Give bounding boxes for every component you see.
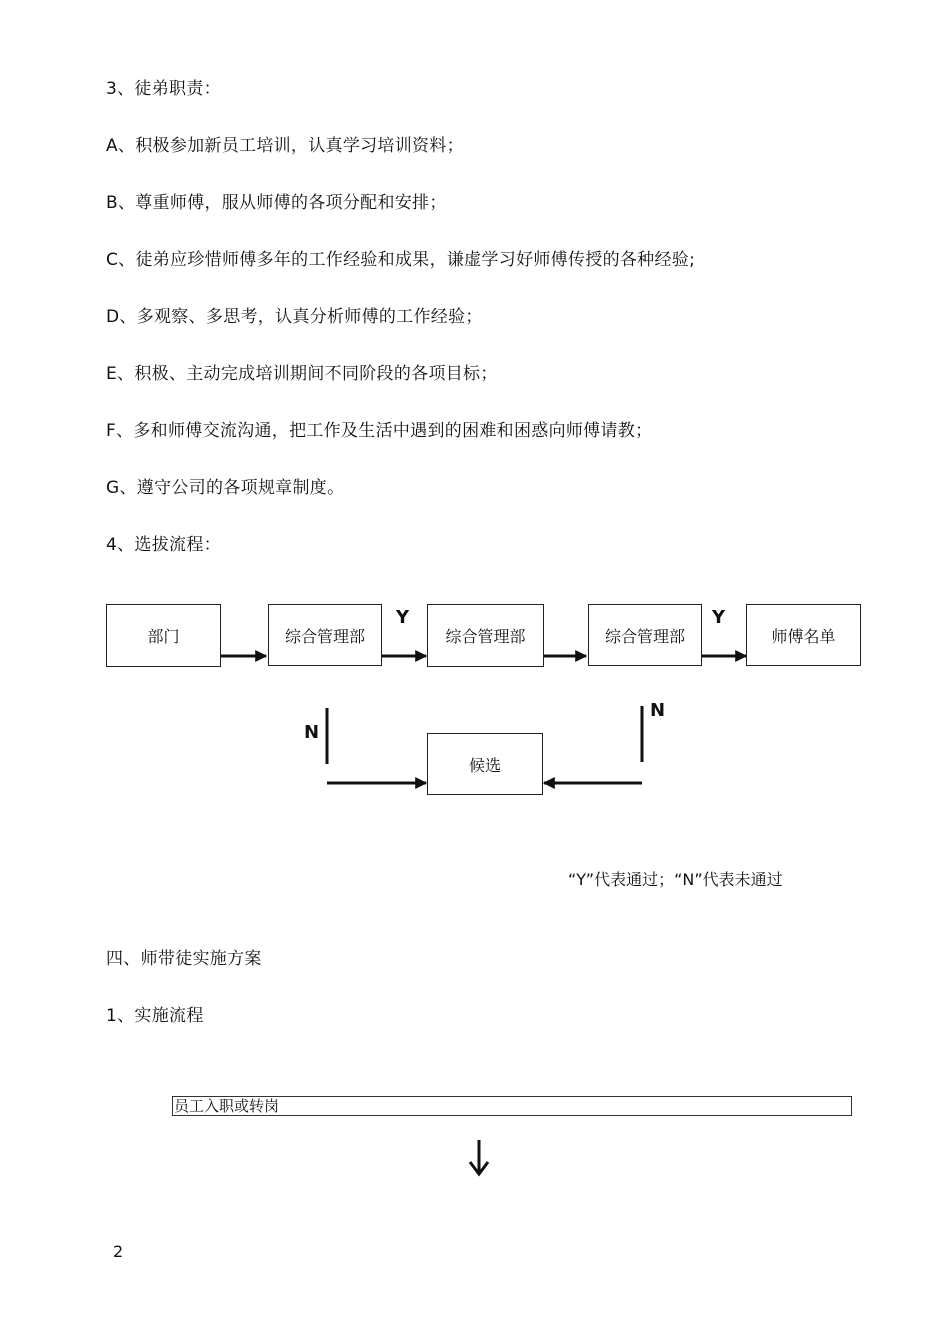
no-label-left: N <box>304 722 320 743</box>
flow-box-department: 部门 <box>106 604 221 667</box>
flow-box-candidate: 候选 <box>427 733 543 795</box>
duty-item-c: C、徒弟应珍惜师傅多年的工作经验和成果，谦虚学习好师傅传授的各种经验; <box>106 250 696 270</box>
duty-item-g: G、遵守公司的各项规章制度。 <box>106 478 345 498</box>
yes-label-1: Y <box>396 607 410 628</box>
flow-box-mgmt-1: 综合管理部 <box>268 604 382 666</box>
duty-item-e: E、积极、主动完成培训期间不同阶段的各项目标； <box>106 364 498 384</box>
flow-box-mgmt-3: 综合管理部 <box>588 604 702 666</box>
duty-item-a: A、积极参加新员工培训，认真学习培训资料； <box>106 136 464 156</box>
flow-box-mentor-list: 师傅名单 <box>746 604 861 666</box>
flow-step-onboarding: 员工入职或转岗 <box>172 1096 852 1116</box>
duty-item-f: F、多和师傅交流沟通，把工作及生活中遇到的困难和困惑向师傅请教； <box>106 421 653 441</box>
duty-item-b: B、尊重师傅，服从师傅的各项分配和安排； <box>106 193 447 213</box>
flowchart-legend: “Y”代表通过；“N”代表未通过 <box>568 870 783 889</box>
yes-label-2: Y <box>712 607 726 628</box>
selection-heading: 4、选拔流程： <box>106 535 221 555</box>
plan-heading: 四、师带徒实施方案 <box>106 949 262 969</box>
no-label-right: N <box>650 700 666 721</box>
flow-box-mgmt-2: 综合管理部 <box>427 604 544 667</box>
page-number: 2 <box>113 1242 124 1261</box>
plan-sub-heading: 1、实施流程 <box>106 1006 204 1026</box>
duty-item-d: D、多观察、多思考，认真分析师傅的工作经验； <box>106 307 483 327</box>
duties-heading: 3、徒弟职责： <box>106 79 221 99</box>
